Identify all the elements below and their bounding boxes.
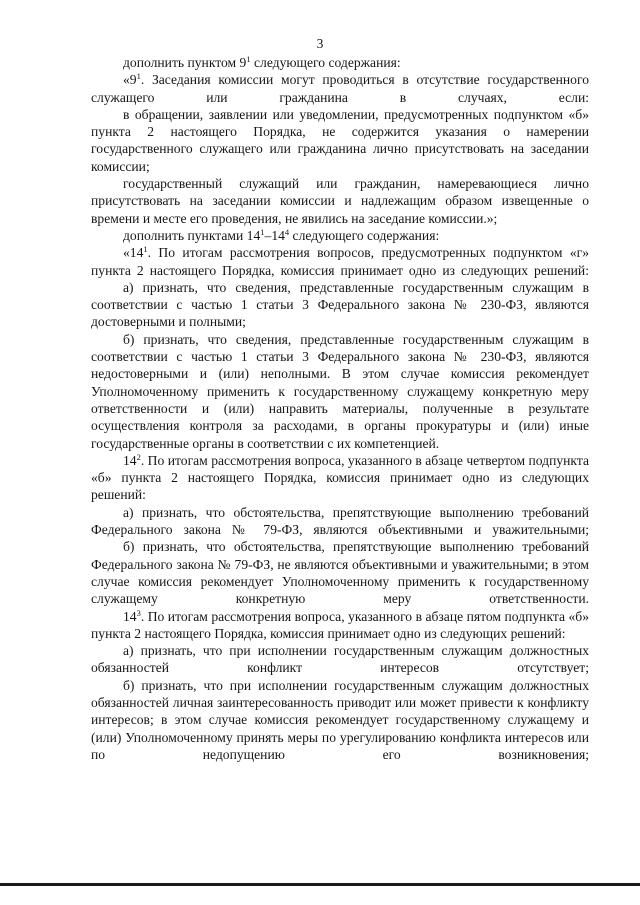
superscript: 1 <box>136 71 141 82</box>
paragraph <box>91 279 589 331</box>
paragraph <box>91 71 589 106</box>
text-run: «14 <box>123 245 144 261</box>
text-run: а) признать, что при исполнении государственным служащим должностных обязанностей конфликт интересов отсутствует; <box>91 643 589 676</box>
superscript: 4 <box>284 226 290 237</box>
paragraph <box>91 175 589 227</box>
paragraph <box>91 452 589 504</box>
page-bottom-border <box>0 883 640 886</box>
paragraph <box>91 608 589 643</box>
text-run: 14 <box>123 608 137 624</box>
text-run: –14 <box>264 227 285 243</box>
paragraph <box>91 504 589 539</box>
text-run: дополнить пунктом 9 <box>123 55 247 70</box>
text-run: следующего содержания: <box>250 55 401 70</box>
superscript: 1 <box>246 54 251 64</box>
paragraph <box>91 642 589 677</box>
paragraph <box>91 331 589 452</box>
text-run: . По итогам рассмотрения вопросов, предусмотренных подпунктом «г» пункта 2 настоящего Порядка, комиссия принимает одно из следующих решений: <box>91 245 589 278</box>
text-run: государственный служащий или гражданин, намеревающиеся лично присутствовать на заседании комиссии и надлежащим образом извещенные о времени и месте его проведения, не явились на заседание комиссии.»; <box>91 176 589 226</box>
superscript: 1 <box>260 226 265 237</box>
document-text <box>91 54 589 763</box>
text-run: . По итогам рассмотрения вопроса, указанного в абзаце пятом подпункта «б» пункта 2 настоящего Порядка, комиссия принимает одно из следующих решений: <box>91 608 589 641</box>
text-run: «9 <box>123 72 137 88</box>
paragraph <box>91 227 589 244</box>
text-run: б) признать, что обстоятельства, препятствующие выполнению требований Федерального закона № 79-ФЗ, не являются объективными и уважительными; в этом случае комиссия рекомендует Уполномоченному применить к государственному служащему конкретную меру ответственности. <box>91 539 589 607</box>
superscript: 2 <box>136 451 141 462</box>
text-run: . По итогам рассмотрения вопроса, указанного в абзаце четвертом подпункта «б» пункта 2 настоящего Порядка, комиссия принимает одно из следующих решений: <box>91 452 589 503</box>
superscript: 3 <box>136 607 141 618</box>
text-run: б) признать, что сведения, представленные государственным служащим в соответствии с частью 1 статьи 3 Федерального закона № 230-ФЗ, являются недостоверными и (или) неполными. В этом случае комиссия рекомендует Уполномоченному применить к государственному служащему конкретную меру ответственности и (или) направить материалы, полученные в результате осуществления контроля за расходами, в органы прокуратуры и (или) иные государственные органы в соответствии с их компетенцией. <box>91 331 589 451</box>
text-run: а) признать, что обстоятельства, препятствующие выполнению требований Федерального закона № 79-ФЗ, являются объективными и уважительными; <box>91 504 589 538</box>
text-run: дополнить пунктами 14 <box>123 227 261 243</box>
text-run: 14 <box>123 452 137 468</box>
paragraph <box>91 538 589 607</box>
page-number: 3 <box>316 36 324 51</box>
text-run: в обращении, заявлении или уведомлении, предусмотренных подпунктом «б» пункта 2 настоящего Порядка, не содержится указания о намерении государственного служащего или гражданина лично присутствовать на заседании комиссии; <box>91 106 589 174</box>
text-run: а) признать, что сведения, представленные государственным служащим в соответствии с частью 1 статьи 3 Федерального закона № 230-ФЗ, являются достоверными и полными; <box>91 279 589 330</box>
superscript: 1 <box>143 244 148 255</box>
text-run: следующего содержания: <box>289 227 440 243</box>
paragraph <box>91 106 589 175</box>
paragraph <box>91 54 589 71</box>
paragraph <box>91 244 589 279</box>
text-run: б) признать, что при исполнении государственным служащим должностных обязанностей личная заинтересованность приводит или может привести к конфликту интересов; в этом случае комиссия рекомендует государственному служащему и (или) Уполномоченному принять меры по урегулированию конфликта интересов или по недопущению его возникновения; <box>91 677 589 762</box>
text-run: . Заседания комиссии могут проводиться в отсутствие государственного служащего или гражданина в случаях, если: <box>91 72 589 105</box>
paragraph <box>91 677 589 763</box>
